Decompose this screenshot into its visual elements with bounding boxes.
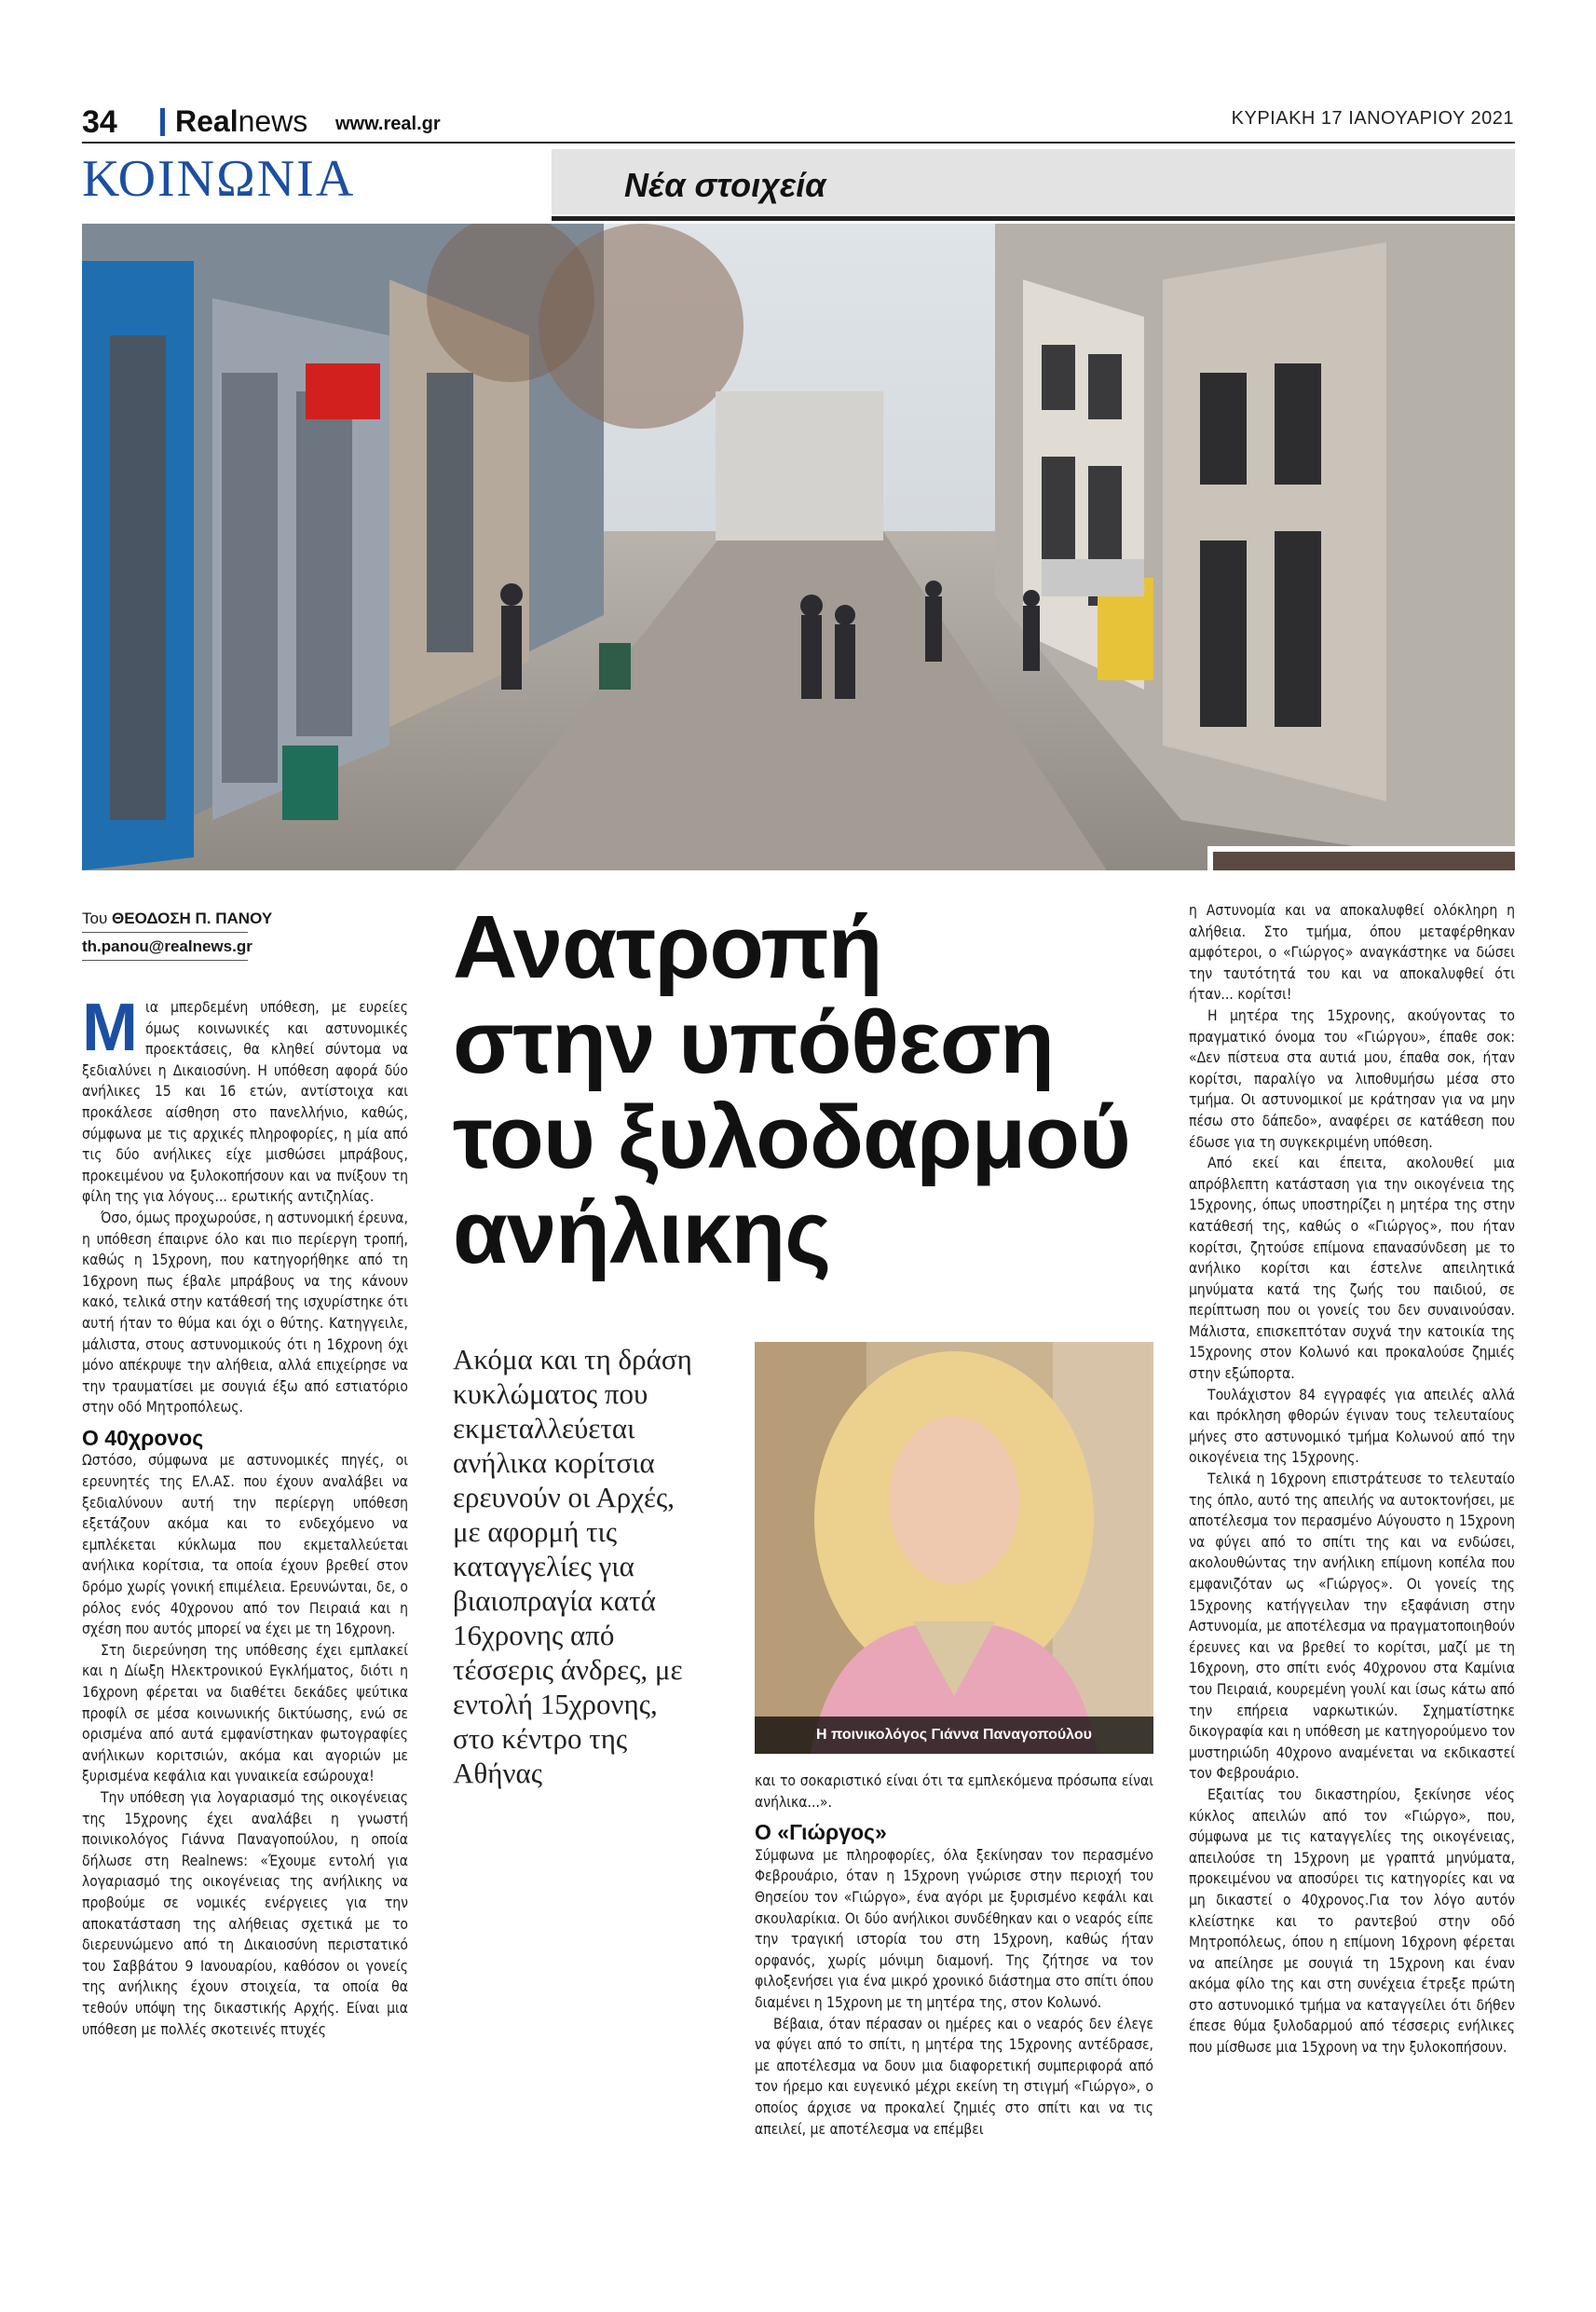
page-number-divider	[160, 108, 165, 136]
header-rule	[82, 142, 1515, 144]
paragraph: Σύμφωνα με πληροφορίες, όλα ξεκίνησαν τον περασμένο Φεβρουάριο, όταν η 15χρονη γνώρισε στην περιοχή του Θησείου τον «Γιώργο», ένα αγόρι με ξυρισμένο κεφάλι και σκουλαρίκια. Οι δύο ανήλικοι συνδέθηκαν και ο νεαρός είπε την τραγική ιστορία του στη 15χρονη, καθώς ήταν ορφανός, χωρίς μόνιμη διαμονή. Της ζήτησε να τον φιλοξενήσει για ένα μικρό χρονικό διάστημα στο σπίτι όπου διαμένει η 15χρονη με τη μητέρα της, στον Κολωνό.	[755, 1846, 1153, 2011]
headline-line: του ξυλοδαρμού	[453, 1088, 1130, 1187]
paragraph: Η μητέρα της 15χρονης, ακούγοντας το πραγματικό όνομα του «Γιώργου», έπαθε σοκ: «Δεν πίστευα στα αυτιά μου, έπαθα σοκ, ήταν κορίτσι, παραλίγο να λιποθυμήσω μέσα στο τμήμα. Οι αστυνομικοί με κράτησαν για να μην πέσω στο δάπεδο», αναφέρει σε κατάθεση που έδωσε για τη συγκεκριμένη υπόθεση.	[1189, 1006, 1515, 1151]
byline-email[interactable]: th.panou@realnews.gr	[82, 937, 252, 955]
inset-photo	[1207, 846, 1515, 870]
paragraph: Τελικά η 16χρονη επιστράτευσε το τελευταίο της όπλο, αυτό της απειλής να αυτοκτονήσει, με αποτέλεσμα τον περασμένο Αύγουστο η 15χρονη να φύγει από το σπίτι της και να ενδώσει, ακολουθώντας την ανήλικη επίμονη κοπέλα που εμφανιζόταν ως «Γιώργος». Οι γονείς της 15χρονης κατήγγειλαν την εξαφάνιση στην Αστυνομία, με αποτέλεσμα να πραγματοποιηθούν έρευνες και να βρεθεί το κορίτσι, μαζί με τη 16χρονη, στο σπίτι ενός 40χρονου στα Καμίνια του Πειραιά, κουρεμένη γουλί και ίσως κάτω από την επήρεια ναρκωτικών. Σχηματίστηκε δικογραφία και η υπόθεση με κατηγορούμενο τον μυστηριώδη 40χρονο αναμένεται να εκδικαστεί τον Φεβρουάριο.	[1189, 1471, 1515, 1783]
drop-cap: Μ	[82, 991, 138, 1065]
street-photo	[82, 224, 1515, 870]
paragraph: Τουλάχιστον 84 εγγραφές για απειλές αλλά και πρόκληση φθορών έγιναν τους τελευταίους μήνες στο αστυνομικό τμήμα Κολωνού από την οικογένεια της 15χρονης.	[1189, 1386, 1515, 1467]
article-column-3	[1189, 900, 1515, 2059]
paragraph: η Αστυνομία και να αποκαλυφθεί ολόκληρη η αλήθεια. Στο τμήμα, όπου μεταφέρθηκαν αμφότεροι, ο «Γιώργος» αναγκάστηκε να δώσει την ταυτότητά του και να αποκαλυφθεί ότι ήταν... κορίτσι!	[1189, 902, 1515, 1004]
paragraph: Από εκεί και έπειτα, ακολουθεί μια απρόβλεπτη κατάσταση για την οικογένεια της 15χρονης, όπως υποστηρίζει η μητέρα της στην κατάθεσή της, καθώς ο «Γιώργος», που ήταν κορίτσι, ζητούσε επίμονα επανασύνδεση με το ανήλικο κορίτσι και έστελνε απειλητικά μηνύματα κατά της ζωής του παιδιού, σε περίπτωση που οι γονείς του δεν συναινούσαν. Μάλιστα, επισκεπτόταν συχνά την κατοικία της 15χρονης στον Κολωνό και προκαλούσε ζημιές στην εξώπορτα.	[1189, 1155, 1515, 1383]
headline-line: Ανατροπή	[453, 897, 882, 997]
paragraph: Εξαιτίας του δικαστηρίου, ξεκίνησε νέος κύκλος απειλών από τον «Γιώργο», που, σύμφωνα με τις καταγγελίες της οικογένειας, απειλούσε τη 15χρονη με γραπτά μηνύματα, προκειμένου να αποσύρει τις κατηγορίες και να μη δικαστεί ο 40χρονος.Για τον λόγο αυτόν κλείστηκε και το ραντεβού στην οδό Μητροπόλεως, όπου η επίμονη 16χρονη φέρεται να απείλησε με σουγιά τη 15χρονη και έναν ακόμα φίλο της και στη συνέχεια έτρεξε πρώτη στο αστυνομικό τμήμα να καταγγείλει ότι δήθεν έπεσε θύμα ξυλοδαρμού από τέσσερις ενήλικες που μίσθωσε μια 15χρονη να την ξυλοκοπήσουν.	[1189, 1785, 1515, 2057]
issue-date: ΚΥΡΙΑΚΗ 17 ΙΑΝΟΥΑΡΙΟΥ 2021	[1231, 108, 1514, 129]
paragraph: ια μπερδεμένη υπόθεση, με ευρείες όμως κοινωνικές και αστυνομικές προεκτάσεις, θα κληθεί σύντομα να ξεδιαλύνει η Δικαιοσύνη. Η υπόθεση αφορά δύο ανήλικες 15 και 16 ετών, αντίστοιχα και προκάλεσε αίσθηση στο πανελλήνιο, καθώς, σύμφωνα με τις αρχικές πληροφορίες, η μία από τις δύο ανήλικες είχε μισθώσει μπράβους, προκειμένου να ξυλοκοπήσουν και να πνίξουν τη φίλη της για λόγους... ερωτικής αντιζηλίας.	[82, 999, 408, 1206]
paragraph: Ωστόσο, σύμφωνα με αστυνομικές πηγές, οι ερευνητές της ΕΛ.ΑΣ. που έχουν αναλάβει να ξεδιαλύνουν αυτή την περίεργη υπόθεση εξετάζουν ακόμα και το ενδεχόμενο να εμπλέκεται κύκλωμα που εκμεταλλεύεται ανήλικα κορίτσια, τα οποία έχουν βρεθεί στον δρόμο χωρίς γονική επιμέλεια. Ερευνώνται, δε, ο ρόλος ενός 40χρονου από τον Πειραιά και η σχέση που αυτός μπορεί να έχει με τη 16χρονη.	[82, 1452, 408, 1638]
article-column-2	[755, 1771, 1153, 2140]
headline-line: ανήλικης	[453, 1183, 831, 1282]
paragraph: Στη διερεύνηση της υπόθεσης έχει εμπλακεί και η Δίωξη Ηλεκτρονικού Εγκλήματος, διότι η 16χρονη φέρεται να διαθέτει δεκάδες ψεύτικα προφίλ σε μέσα κοινωνικής δικτύωσης, ενώ σε ορισμένα από αυτά εμφανίστηκαν φωτογραφίες ανήλικων κοριτσιών, ακόμα και αγοριών με ξυρισμένα κεφάλια και γυναικεία εσώρουχα!	[82, 1641, 408, 1785]
subheading: Ο 40χρονος	[82, 1425, 204, 1450]
lede: Ακόμα και τη δράση κυκλώματος που εκμεταλλεύεται ανήλικα κορίτσια ερευνούν οι Αρχές, με αφορμή τις καταγγελίες για βιαιοπραγία κατά 16χρονης από τέσσερις άνδρες, με εντολή 15χρονης, στο κέντρο της Αθήνας	[453, 1343, 692, 1789]
brand-light: news	[238, 104, 308, 138]
page-number: 34	[82, 104, 117, 140]
brand-logo	[175, 104, 307, 139]
headline-line: στην υπόθεση	[453, 992, 1054, 1092]
byline-prefix: Του	[82, 910, 108, 927]
headline	[453, 897, 1161, 1282]
byline	[82, 910, 272, 928]
paragraph: Βέβαια, όταν πέρασαν οι ημέρες και ο νεαρός δεν έλεγε να φύγει από το σπίτι, η μητέρα της 15χρονης αντέδρασε, με αποτέλεσμα να δουν μια διαφορετική συμπεριφορά από τον ήρεμο και ευγενικό μέχρι εκείνη τη στιγμή «Γιώργο», ο οποίος άρχισε να προκαλεί ζημιές στο σπίτι και να τις απειλεί, με αποτέλεσμα να επέμβει	[755, 2015, 1153, 2138]
lawyer-portrait-image	[755, 1342, 1153, 1754]
site-url: www.real.gr	[335, 114, 441, 134]
street-scene	[82, 224, 1515, 870]
knee-injury-image	[1213, 852, 1515, 870]
portrait-caption: Η ποινικολόγος Γιάννα Παναγοπούλου	[755, 1717, 1153, 1754]
subsection-title: Νέα στοιχεία	[624, 166, 826, 204]
subsection-rule	[552, 216, 1515, 221]
paragraph: και το σοκαριστικό είναι ότι τα εμπλεκόμενα πρόσωπα είναι ανήλικα...».	[755, 1772, 1153, 1811]
byline-rule	[82, 960, 248, 961]
byline-author: ΘΕΟΔΟΣΗ Π. ΠΑΝΟΥ	[112, 910, 273, 927]
brand-bold: Real	[175, 104, 239, 138]
paragraph: Όσο, όμως προχωρούσε, η αστυνομική έρευνα, η υπόθεση έπαιρνε όλο και πιο περίεργη τροπή, καθώς η 15χρονη, που κατηγορήθηκε από τη 16χρονη πως έβαλε μπράβους να της κάνουν κακό, τελικά στην κατάθεσή της ισχυρίστηκε ότι αυτή ήταν το θύμα και όχι ο θύτης. Κατηγγειλε, μάλιστα, στους αστυνομικούς ότι η 16χρονη όχι μόνο απέκρυψε την αλήθεια, αλλά επιχείρησε να την τραυματίσει με σουγιά έξω από εστιατόριο στην οδό Μητροπόλεως.	[82, 1209, 408, 1416]
paragraph: Την υπόθεση για λογαριασμό της οικογένειας της 15χρονης έχει αναλάβει η γνωστή ποινικολόγος Γιάννα Παναγοπούλου, η οποία δήλωσε στη Realnews: «Έχουμε εντολή για λογαριασμό της οικογένειας της ανήλικης να προβούμε σε νομικές ενέργειες για την αποκατάσταση της αλήθειας σχετικά με το διερευνώμενο από τη Δικαιοσύνη περιστατικό του Σαββάτου 9 Ιανουαρίου, καθόσον οι γονείς της ανήλικης έχουν στοιχεία, τα οποία θα τεθούν υπόψη της δικαστικής Αρχής. Είναι μια υπόθεση με πολλές σκοτεινές πτυχές	[82, 1788, 408, 2038]
byline-rule	[82, 932, 248, 933]
portrait-photo	[755, 1342, 1153, 1754]
section-title: ΚΟΙΝΩΝΙΑ	[82, 150, 356, 208]
article-column-1	[82, 991, 408, 2040]
subheading: Ο «Γιώργος»	[755, 1820, 887, 1845]
